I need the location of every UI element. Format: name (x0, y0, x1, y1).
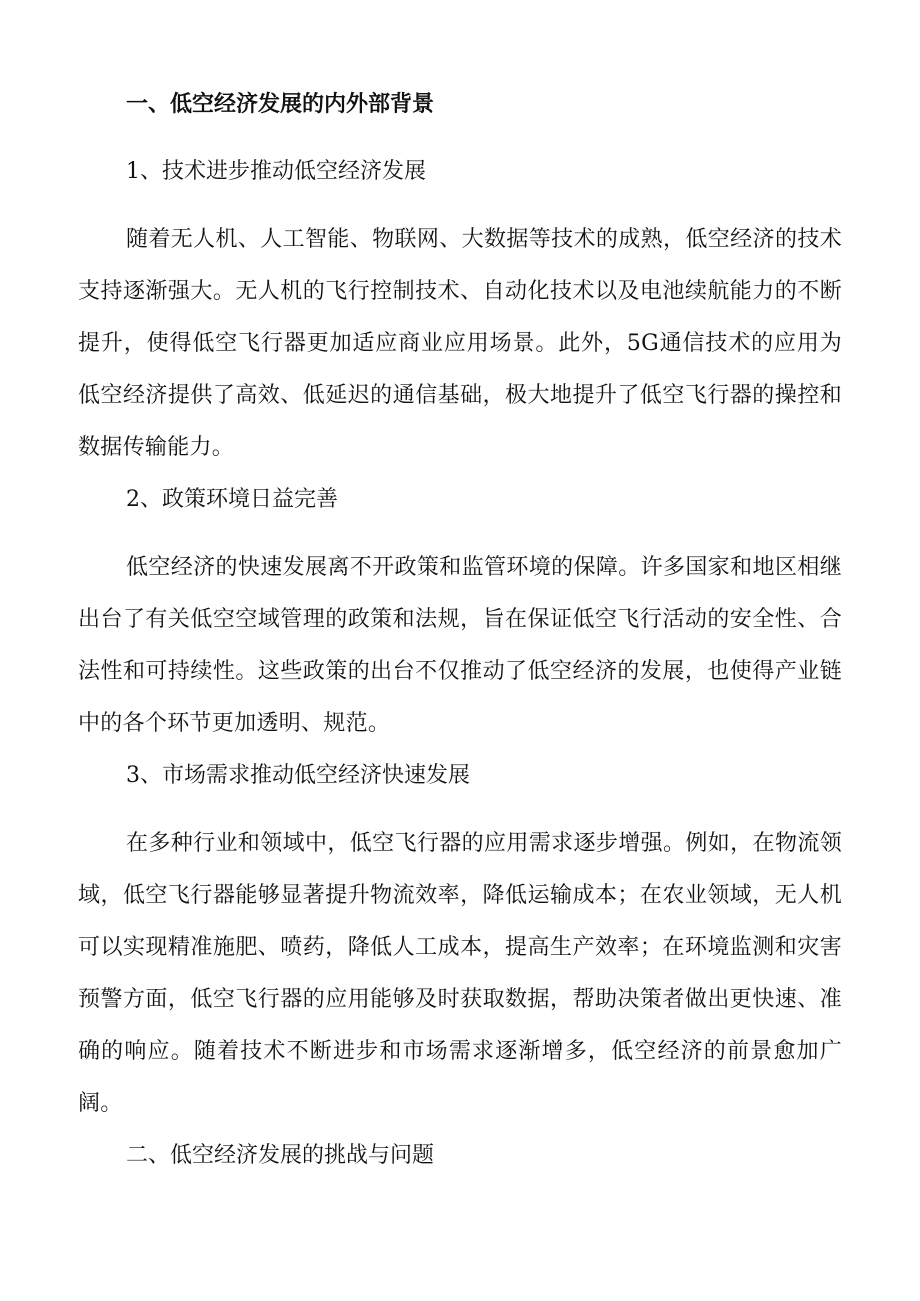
subsection-title-market-demand: 3、市场需求推动低空经济快速发展 (126, 763, 470, 788)
section-title-challenges: 二、低空经济发展的挑战与问题 (126, 1143, 435, 1168)
paragraph-technology: 随着无人机、人工智能、物联网、大数据等技术的成熟，低空经济的技术支持逐渐强大。无人机的飞行控制技术、自动化技术以及电池续航能力的不断提升，使得低空飞行器更加适应商业应用场景。此外，5G通信技术的应用为低空经济提供了高效、低延迟的通信基础，极大地提升了低空飞行器的操控和数据传输能力。 (78, 227, 842, 460)
paragraph-market-demand: 在多种行业和领域中，低空飞行器的应用需求逐步增强。例如，在物流领域，低空飞行器能够显著提升物流效率，降低运输成本；在农业领域，无人机可以实现精准施肥、喷药，降低人工成本，提高生产效率；在环境监测和灾害预警方面，低空飞行器的应用能够及时获取数据，帮助决策者做出更快速、准确的响应。随着技术不断进步和市场需求逐渐增多，低空经济的前景愈加广阔。 (78, 831, 842, 1116)
subsection-title-technology: 1、技术进步推动低空经济发展 (126, 159, 426, 184)
spacer (78, 1130, 842, 1140)
spacer (78, 792, 842, 818)
spacer (78, 516, 842, 542)
spacer (78, 188, 842, 214)
spacer (78, 474, 842, 484)
spacer (78, 750, 842, 760)
paragraph-policy: 低空经济的快速发展离不开政策和监管环境的保障。许多国家和地区相继出台了有关低空空域管理的政策和法规，旨在保证低空飞行活动的安全性、合法性和可持续性。这些政策的出台不仅推动了低空经济的发展，也使得产业链中的各个环节更加透明、规范。 (78, 555, 842, 736)
spacer (78, 120, 842, 156)
subsection-title-policy: 2、政策环境日益完善 (126, 487, 338, 512)
section-title-background: 一、低空经济发展的内外部背景 (126, 91, 435, 117)
